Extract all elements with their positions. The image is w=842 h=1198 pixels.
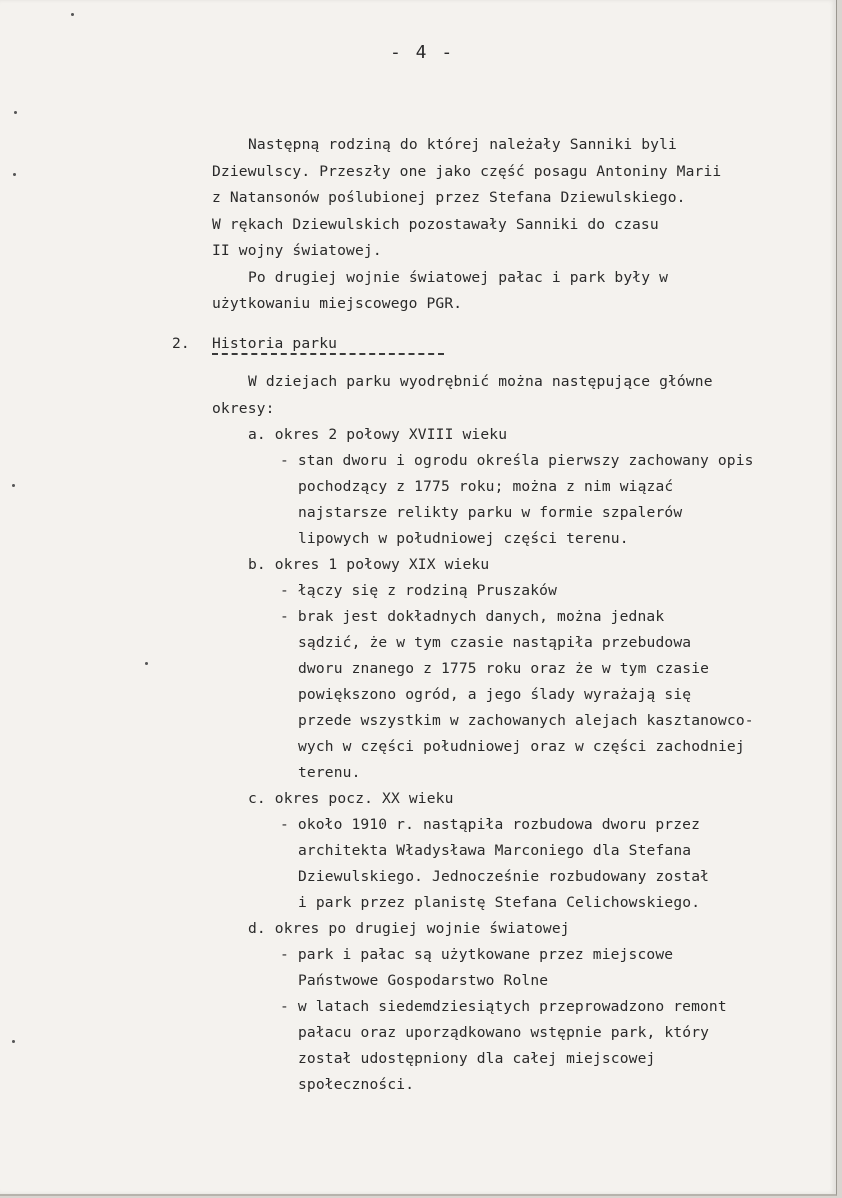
period-b-line-5: powiększono ogród, a jego ślady wyrażają się <box>298 686 692 703</box>
margin-speck <box>12 1040 15 1043</box>
period-b-line-8: terenu. <box>298 764 361 781</box>
period-c-line-3: Dziewulskiego. Jednocześnie rozbudowany został <box>298 868 710 885</box>
period-d-line-6: społeczności. <box>298 1076 415 1093</box>
period-d-line-5: został udostępniony dla całej miejscowej <box>298 1050 656 1067</box>
top-speck <box>71 13 74 16</box>
period-a-line-2: pochodzący z 1775 roku; można z nim wiązać <box>298 478 674 495</box>
period-a-line-3: najstarsze relikty parku w formie szpalerów <box>298 504 683 521</box>
intro-line-4: W rękach Dziewulskich pozostawały Sanniki do czasu <box>212 216 659 233</box>
period-c-line-1: - około 1910 r. nastąpiła rozbudowa dworu przez <box>280 816 701 833</box>
lead-line-1: W dziejach parku wyodrębnić można następujące główne <box>248 373 713 390</box>
period-d-line-3: - w latach siedemdziesiątych przeprowadzono remont <box>280 998 727 1015</box>
period-d-line-4: pałacu oraz uporządkowano wstępnie park, który <box>298 1024 710 1041</box>
period-d-line-1: - park i pałac są użytkowane przez miejscowe <box>280 946 674 963</box>
intro-line-5: II wojny światowej. <box>212 242 382 259</box>
period-d-heading: d. okres po drugiej wojnie światowej <box>248 920 570 937</box>
period-c-line-2: architekta Władysława Marconiego dla Stefana <box>298 842 692 859</box>
intro-line-2: Dziewulscy. Przeszły one jako część posagu Antoniny Marii <box>212 163 722 180</box>
intro-line-6: Po drugiej wojnie światowej pałac i park były w <box>248 269 669 286</box>
margin-speck <box>12 484 15 487</box>
period-b-line-2: - brak jest dokładnych danych, można jednak <box>280 608 665 625</box>
intro-line-1: Następną rodziną do której należały Sanniki byli <box>248 136 677 153</box>
margin-speck <box>14 111 17 114</box>
period-c-line-4: i park przez planistę Stefana Celichowskiego. <box>298 894 701 911</box>
period-b-line-6: przede wszystkim w zachowanych alejach kasztanowco- <box>298 712 754 729</box>
period-c-heading: c. okres pocz. XX wieku <box>248 790 454 807</box>
page-number: - 4 - <box>390 42 455 63</box>
margin-speck <box>145 662 148 665</box>
period-b-line-3: sądzić, że w tym czasie nastąpiła przebudowa <box>298 634 692 651</box>
period-b-line-1: - łączy się z rodziną Pruszaków <box>280 582 558 599</box>
period-b-line-7: wych w części południowej oraz w części zachodniej <box>298 738 745 755</box>
period-a-heading: a. okres 2 połowy XVIII wieku <box>248 426 508 443</box>
margin-speck <box>13 173 16 176</box>
period-b-line-4: dworu znanego z 1775 roku oraz że w tym czasie <box>298 660 710 677</box>
intro-line-7: użytkowaniu miejscowego PGR. <box>212 295 463 312</box>
section-title: Historia parku <box>212 335 444 355</box>
section-number: 2. <box>172 335 190 352</box>
period-a-line-4: lipowych w południowej części terenu. <box>298 530 629 547</box>
period-a-line-1: - stan dworu i ogrodu określa pierwszy zachowany opis <box>280 452 754 469</box>
period-b-heading: b. okres 1 połowy XIX wieku <box>248 556 490 573</box>
intro-line-3: z Natansonów poślubionej przez Stefana Dziewulskiego. <box>212 189 686 206</box>
period-d-line-2: Państwowe Gospodarstwo Rolne <box>298 972 549 989</box>
lead-line-2: okresy: <box>212 400 275 417</box>
